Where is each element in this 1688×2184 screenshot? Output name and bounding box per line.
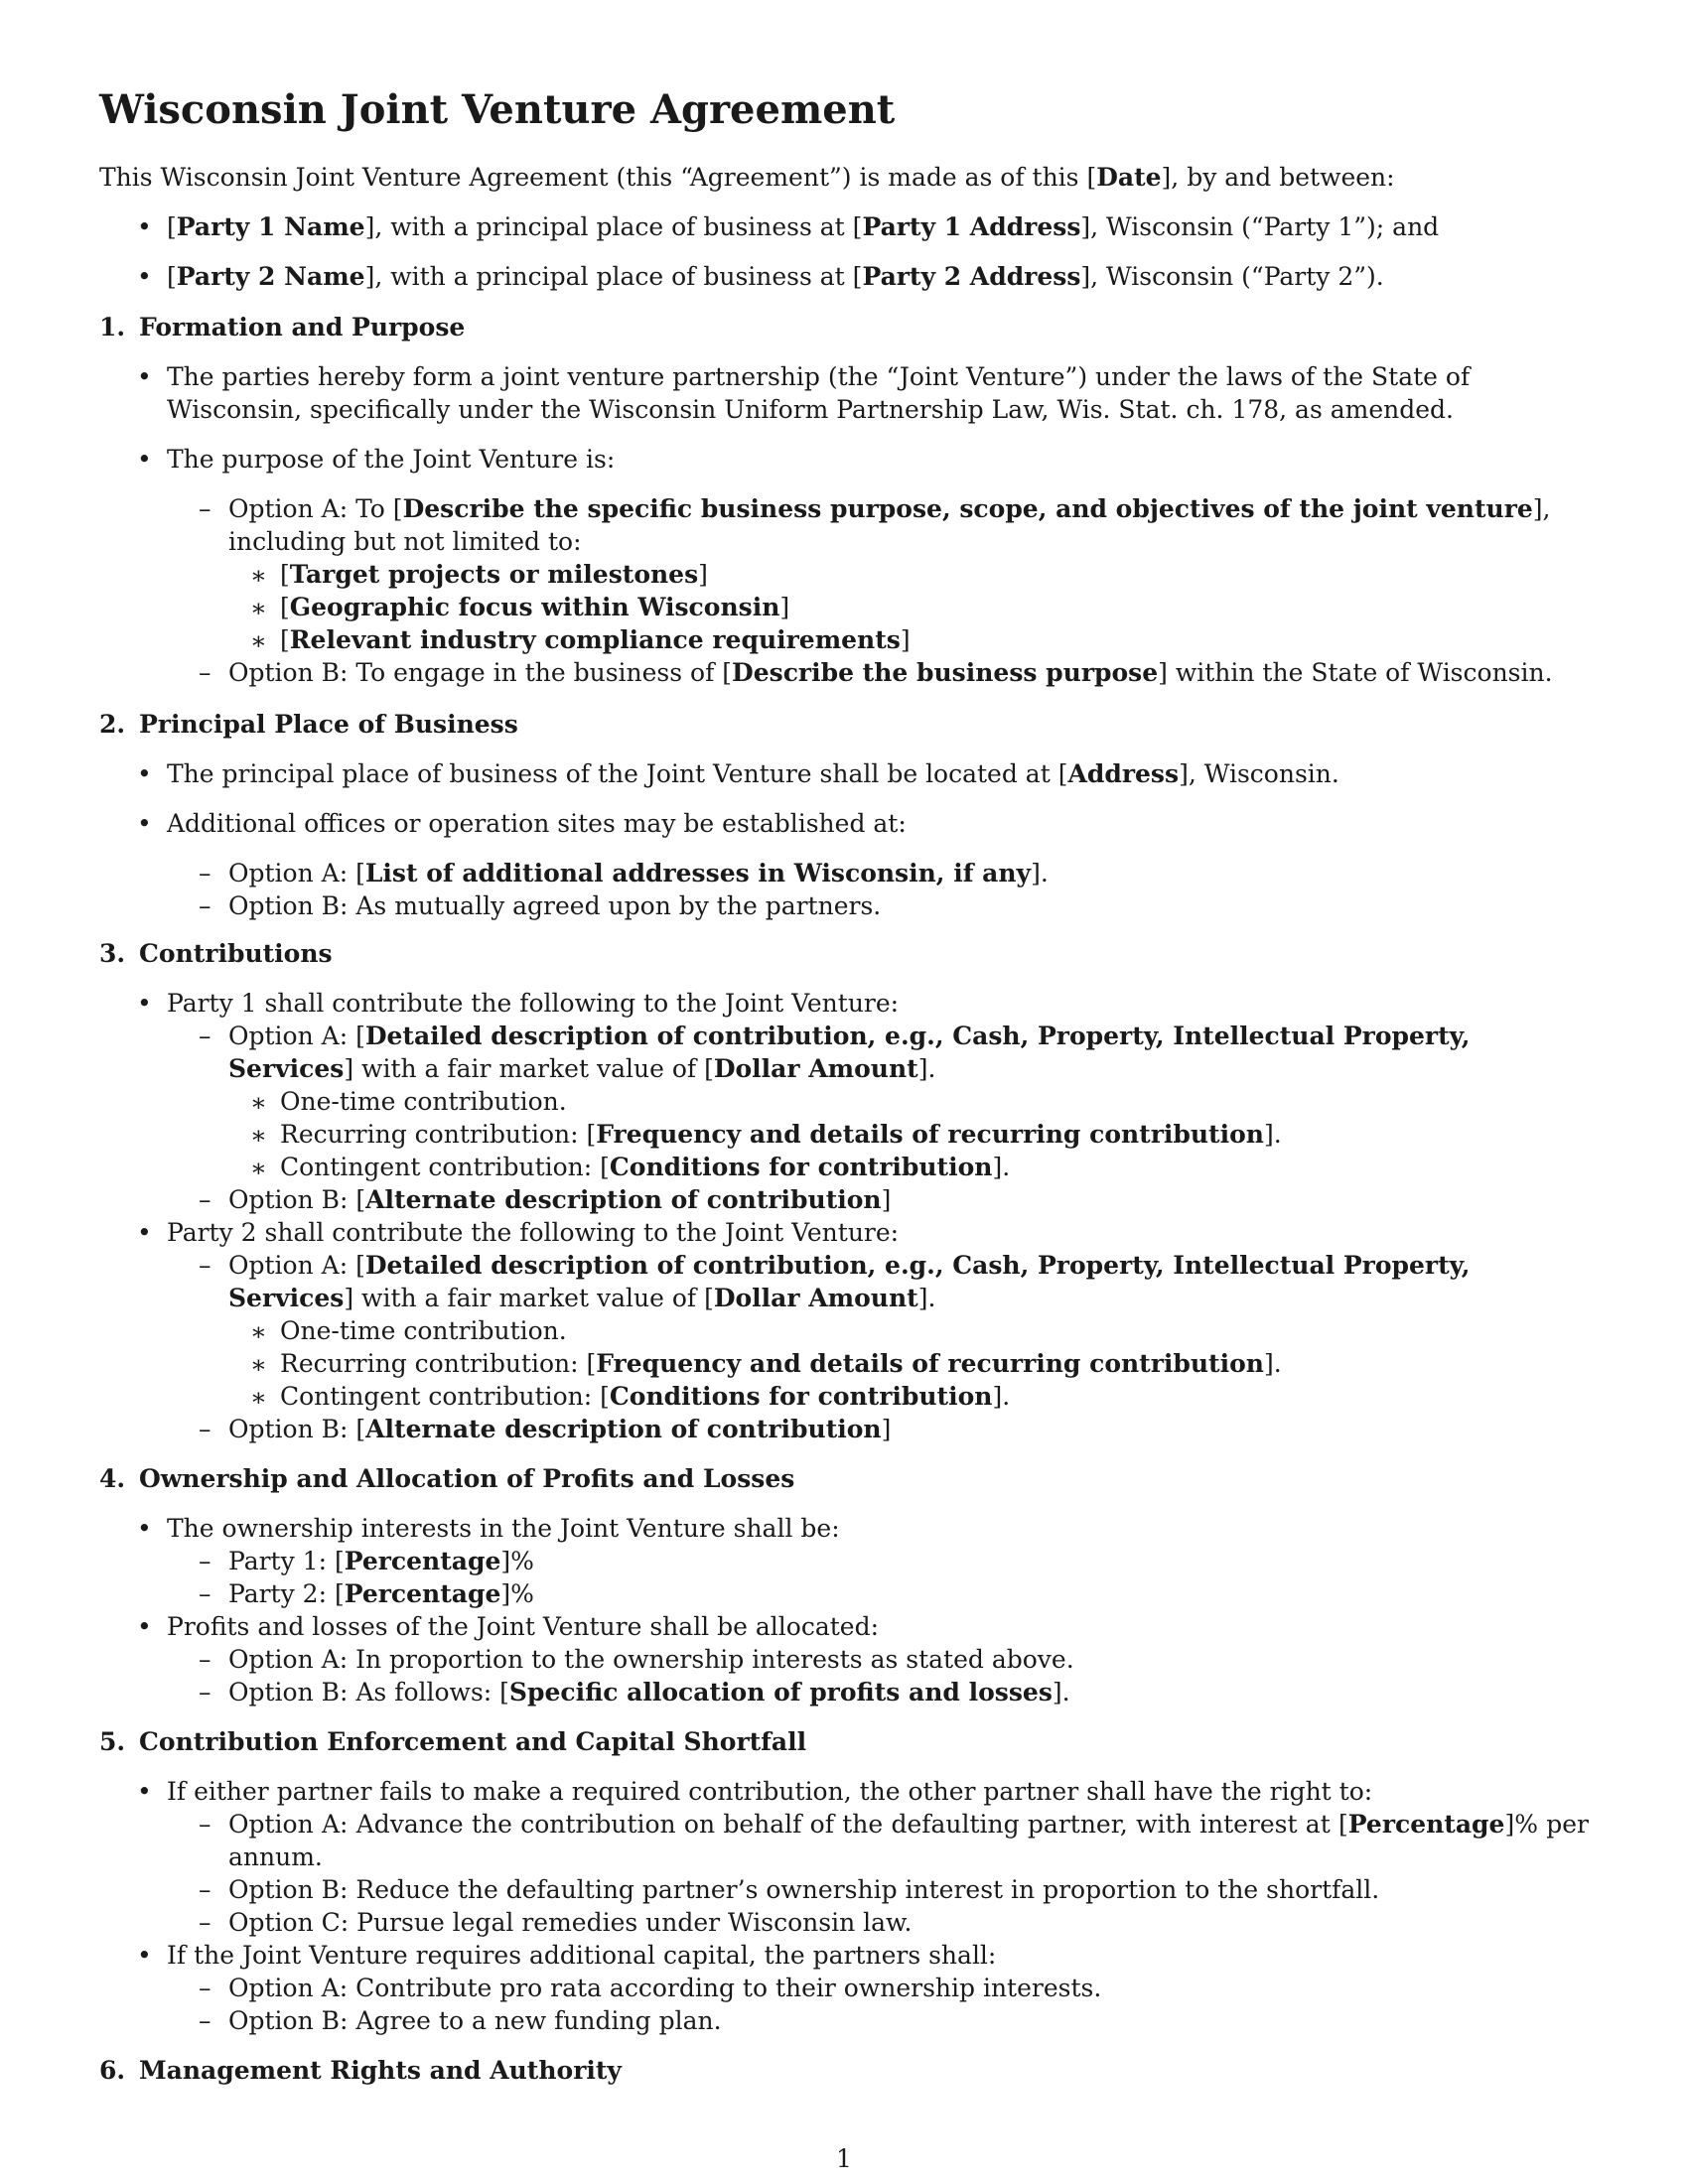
option-item: – Option B: [Alternate description of contribution] bbox=[99, 1413, 1589, 1445]
page-number: 1 bbox=[836, 2144, 852, 2173]
option-item: – Option A: [List of additional addresses in Wisconsin, if any]. bbox=[99, 857, 1589, 889]
option-item: – Option B: Agree to a new funding plan. bbox=[99, 2004, 1589, 2037]
sub-item: ∗ One-time contribution. bbox=[99, 1314, 1589, 1347]
option-item: – Option A: In proportion to the ownership interests as stated above. bbox=[99, 1643, 1589, 1676]
option-item: – Party 1: [Percentage]% bbox=[99, 1545, 1589, 1577]
section-6 bbox=[99, 2054, 1589, 2087]
option-item: – Option B: To engage in the business of [Describe the business purpose] within the State of Wisconsin. bbox=[99, 656, 1589, 689]
list-item: • Party 1 shall contribute the following to the Joint Venture: bbox=[99, 987, 1589, 1020]
section-3 bbox=[99, 937, 1589, 1445]
section-5 bbox=[99, 1725, 1589, 2037]
section-heading: 4. Ownership and Allocation of Profits and Losses bbox=[99, 1464, 795, 1493]
sub-item: ∗ [Target projects or milestones] bbox=[99, 558, 1589, 591]
sub-item: ∗ [Geographic focus within Wisconsin] bbox=[99, 591, 1589, 623]
option-item: – Option A: [Detailed description of contribution, e.g., Cash, Property, Intellectual Property, Services] with a fair market value of [Dollar Amount]. bbox=[99, 1020, 1589, 1085]
section-2 bbox=[99, 708, 1589, 922]
list-item: • Additional offices or operation sites may be established at: bbox=[99, 807, 1589, 840]
section-1 bbox=[99, 311, 1589, 689]
sub-item: ∗ Contingent contribution: [Conditions for contribution]. bbox=[99, 1380, 1589, 1413]
sub-item: ∗ Recurring contribution: [Frequency and details of recurring contribution]. bbox=[99, 1347, 1589, 1380]
option-item: – Party 2: [Percentage]% bbox=[99, 1577, 1589, 1610]
intro-paragraph: This Wisconsin Joint Venture Agreement (this “Agreement”) is made as of this [Date], by and between: bbox=[99, 163, 1395, 192]
list-item: • If the Joint Venture requires additional capital, the partners shall: bbox=[99, 1939, 1589, 1972]
section-4 bbox=[99, 1462, 1589, 1708]
sub-item: ∗ One-time contribution. bbox=[99, 1085, 1589, 1118]
intro-block bbox=[99, 161, 1589, 293]
section-heading: 2. Principal Place of Business bbox=[99, 710, 518, 739]
list-item: • The principal place of business of the Joint Venture shall be located at [Address], Wisconsin. bbox=[99, 757, 1589, 790]
option-item: – Option B: [Alternate description of contribution] bbox=[99, 1183, 1589, 1216]
document-title: Wisconsin Joint Venture Agreement bbox=[99, 86, 896, 133]
section-heading: 3. Contributions bbox=[99, 939, 333, 968]
list-item: • Party 2 shall contribute the following to the Joint Venture: bbox=[99, 1216, 1589, 1249]
party-item: • [Party 1 Name], with a principal place of business at [Party 1 Address], Wisconsin (“Party 1”); and bbox=[99, 210, 1589, 243]
sub-item: ∗ Contingent contribution: [Conditions for contribution]. bbox=[99, 1151, 1589, 1183]
party-list bbox=[99, 210, 1589, 293]
option-item: – Option B: As mutually agreed upon by the partners. bbox=[99, 889, 1589, 922]
sub-item: ∗ Recurring contribution: [Frequency and details of recurring contribution]. bbox=[99, 1118, 1589, 1151]
section-heading: 5. Contribution Enforcement and Capital Shortfall bbox=[99, 1727, 807, 1756]
list-item: • The ownership interests in the Joint Venture shall be: bbox=[99, 1512, 1589, 1545]
option-item: – Option A: Contribute pro rata according to their ownership interests. bbox=[99, 1972, 1589, 2004]
list-item: • The parties hereby form a joint venture partnership (the “Joint Venture”) under the laws of the State of Wisconsin, specifically under the Wisconsin Uniform Partnership Law, Wis. Stat. ch. 178, as amended. bbox=[99, 360, 1589, 426]
list-item: • The purpose of the Joint Venture is: bbox=[99, 443, 1589, 476]
option-item: – Option B: Reduce the defaulting partner’s ownership interest in proportion to the shortfall. bbox=[99, 1873, 1589, 1906]
option-item: – Option A: To [Describe the specific business purpose, scope, and objectives of the joint venture], including but not limited to: bbox=[99, 492, 1589, 558]
list-item: • If either partner fails to make a required contribution, the other partner shall have the right to: bbox=[99, 1775, 1589, 1808]
option-item: – Option C: Pursue legal remedies under Wisconsin law. bbox=[99, 1906, 1589, 1939]
option-item: – Option A: Advance the contribution on behalf of the defaulting partner, with interest at [Percentage]% per annum. bbox=[99, 1808, 1589, 1873]
option-item: – Option B: As follows: [Specific allocation of profits and losses]. bbox=[99, 1676, 1589, 1708]
sub-item: ∗ [Relevant industry compliance requirements] bbox=[99, 623, 1589, 656]
list-item: • Profits and losses of the Joint Venture shall be allocated: bbox=[99, 1610, 1589, 1643]
party-item: • [Party 2 Name], with a principal place of business at [Party 2 Address], Wisconsin (“Party 2”). bbox=[99, 260, 1589, 293]
section-heading: 1. Formation and Purpose bbox=[99, 313, 466, 341]
option-item: – Option A: [Detailed description of contribution, e.g., Cash, Property, Intellectual Property, Services] with a fair market value of [Dollar Amount]. bbox=[99, 1249, 1589, 1314]
section-heading: 6. Management Rights and Authority bbox=[99, 2056, 622, 2085]
